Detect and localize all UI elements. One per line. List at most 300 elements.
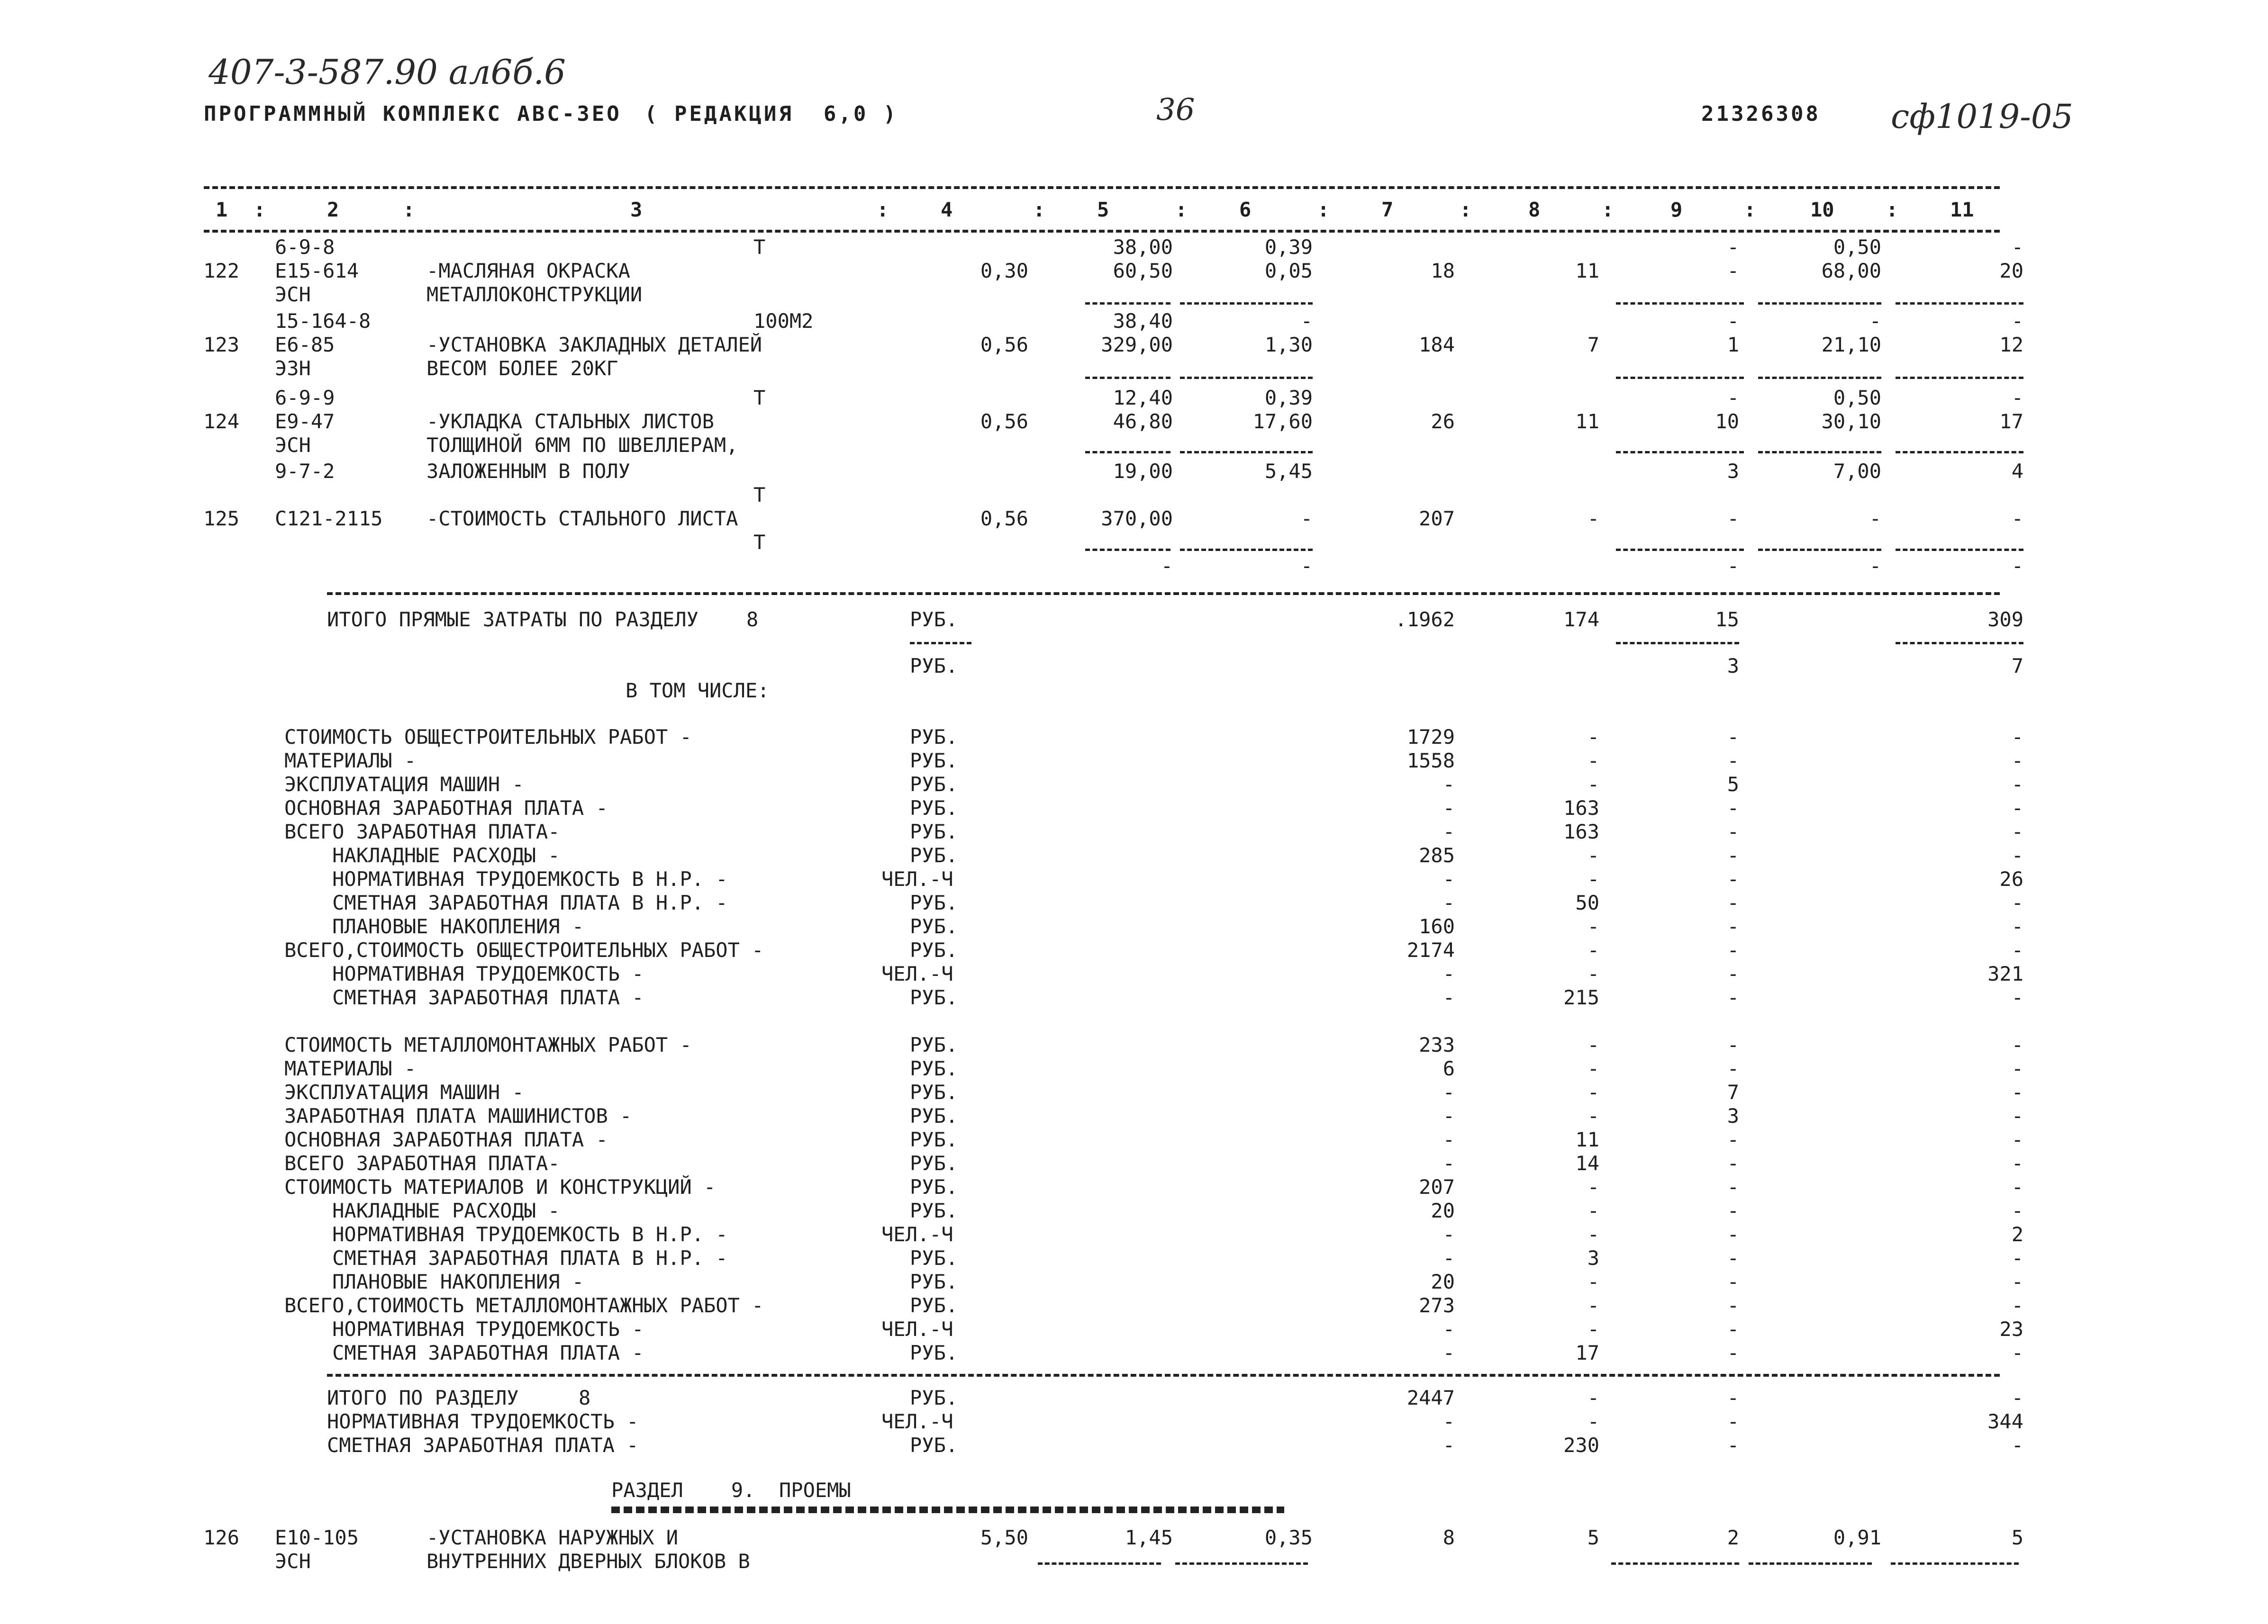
value-c9: -: [1727, 386, 1739, 409]
value-c11: 5: [2011, 1526, 2023, 1549]
value-c9: -: [1727, 1294, 1739, 1317]
value-c7: 184: [1419, 333, 1455, 356]
value-c11: -: [2011, 915, 2023, 938]
value-c8: 17: [1575, 1341, 1599, 1364]
value-c9: -: [1727, 986, 1739, 1009]
value-c8: 11: [1575, 259, 1599, 282]
unit-of-measure: РУБ.: [910, 938, 958, 962]
unit-of-measure: РУБ.: [910, 1246, 958, 1270]
unit-of-measure: РУБ.: [910, 1175, 958, 1199]
value-c8: -: [1587, 1270, 1599, 1293]
value-c5: 370,00: [1101, 507, 1173, 530]
value-c11: 321: [1987, 962, 2023, 985]
summary-row: [0, 1056, 2268, 1081]
summary-label: ОСНОВНАЯ ЗАРАБОТНАЯ ПЛАТА -: [284, 1128, 608, 1151]
work-description: ТОЛЩИНОЙ 6ММ ПО ШВЕЛЛЕРАМ,: [426, 433, 738, 457]
summary-row: [0, 1386, 2268, 1410]
summary-row: [0, 796, 2268, 821]
total-label: ИТОГО ПРЯМЫЕ ЗАТРАТЫ ПО РАЗДЕЛУ 8: [327, 608, 759, 631]
summary-label: ЗАРАБОТНАЯ ПЛАТА МАШИНИСТОВ -: [284, 1104, 632, 1128]
value-c7: 2174: [1406, 938, 1455, 962]
value-c7: -: [1442, 986, 1455, 1009]
value-c8: -: [1587, 938, 1599, 962]
value-c11: 7: [2011, 654, 2023, 677]
value-c4: 0,30: [980, 259, 1028, 282]
summary-label: ПЛАНОВЫЕ НАКОПЛЕНИЯ -: [284, 1270, 584, 1293]
value-c7: -: [1442, 1317, 1455, 1341]
unit-of-measure: РУБ.: [910, 1128, 958, 1151]
unit-of-measure: РУБ.: [910, 1152, 958, 1175]
unit-of-measure: РУБ.: [910, 986, 958, 1009]
unit-of-measure: РУБ.: [910, 1104, 958, 1128]
value-c9: -: [1727, 1199, 1739, 1222]
unit-of-measure: ЧЕЛ.-Ч: [881, 1223, 953, 1246]
value-c10: -: [1869, 309, 1881, 333]
summary-row: [0, 820, 2268, 844]
summary-label: ЭКСПЛУАТАЦИЯ МАШИН -: [284, 1081, 524, 1104]
value-c11: -: [2011, 1386, 2023, 1409]
summary-row: [0, 1270, 2268, 1294]
col-10: 10: [1810, 198, 1834, 221]
value-c9: -: [1727, 725, 1739, 749]
value-c11: 20: [1999, 259, 2023, 282]
value-c8: -: [1587, 725, 1599, 749]
value-c7: -: [1442, 1410, 1455, 1433]
value-c8: -: [1587, 915, 1599, 938]
header-bottom-rule: [204, 230, 2000, 233]
value-c11: -: [2011, 891, 2023, 914]
value-c7: 207: [1419, 1175, 1455, 1199]
value-c11: 344: [1987, 1410, 2023, 1433]
value-c8: -: [1587, 749, 1599, 772]
value-c9: -: [1727, 1341, 1739, 1364]
value-c10: 7,00: [1833, 460, 1881, 483]
value-c9: 7: [1727, 1081, 1739, 1104]
summary-label: СМЕТНАЯ ЗАРАБОТНАЯ ПЛАТА -: [284, 1341, 644, 1364]
summary-row: [0, 938, 2268, 963]
summary-row: [0, 962, 2268, 986]
value-c7: -: [1442, 891, 1455, 914]
rate-code: 6-9-8: [275, 235, 335, 259]
value-c6: 0,35: [1264, 1526, 1313, 1549]
section-total-rule: [327, 1374, 2000, 1377]
unit-of-measure: ЧЕЛ.-Ч: [881, 962, 953, 985]
value-c8: 11: [1575, 410, 1599, 433]
value-c7: 20: [1431, 1199, 1455, 1222]
work-description: МЕТАЛЛОКОНСТРУКЦИИ: [426, 283, 643, 306]
section-9-title: РАЗДЕЛ 9. ПРОЕМЫ: [611, 1479, 851, 1502]
value-c11: -: [2011, 725, 2023, 749]
value-c8: -: [1587, 1104, 1599, 1128]
value-c7: 20: [1431, 1270, 1455, 1293]
value-c8: 163: [1563, 820, 1599, 843]
value-c9: 10: [1715, 410, 1739, 433]
summary-label: ПЛАНОВЫЕ НАКОПЛЕНИЯ -: [284, 915, 584, 938]
value-c7: -: [1442, 1104, 1455, 1128]
value-c6: -: [1300, 554, 1313, 577]
value-c11: 23: [1999, 1317, 2023, 1341]
work-description: ВНУТРЕННИХ ДВЕРНЫХ БЛОКОВ В: [426, 1550, 750, 1573]
value-c7: -: [1442, 962, 1455, 985]
total-direct-row-2: [0, 654, 2268, 678]
summary-label: ЭКСПЛУАТАЦИЯ МАШИН -: [284, 773, 524, 796]
value-c11: -: [2011, 1175, 2023, 1199]
col-9: 9: [1670, 198, 1683, 221]
col-2: 2: [327, 198, 339, 221]
value-c8: -: [1587, 1033, 1599, 1056]
value-c5: 12,40: [1113, 386, 1173, 409]
value-c9: 3: [1727, 654, 1739, 677]
value-c11: -: [2011, 820, 2023, 843]
summary-label: ИТОГО ПО РАЗДЕЛУ 8: [327, 1386, 591, 1409]
summary-row: [0, 1409, 2268, 1434]
total-direct-row: [0, 607, 2268, 632]
summary-row: [0, 1433, 2268, 1458]
table-row: [0, 506, 2268, 531]
document-code: 21326308: [1701, 102, 1821, 126]
value-c7: 285: [1419, 844, 1455, 867]
col-7: 7: [1381, 198, 1394, 221]
value-c8: -: [1587, 1294, 1599, 1317]
summary-row: [0, 1317, 2268, 1342]
edition-label: ( РЕДАКЦИЯ 6,0 ): [644, 102, 898, 126]
value-c11: -: [2011, 1246, 2023, 1270]
summary-label: ВСЕГО ЗАРАБОТНАЯ ПЛАТА-: [284, 820, 560, 843]
value-c11: -: [2011, 796, 2023, 820]
table-row: [0, 1549, 2268, 1574]
value-c7: -: [1442, 1081, 1455, 1104]
value-c11: -: [2011, 986, 2023, 1009]
summary-row: [0, 1033, 2268, 1057]
summary-row: [0, 1128, 2268, 1152]
value-c11: -: [2011, 1104, 2023, 1128]
summary-label: СМЕТНАЯ ЗАРАБОТНАЯ ПЛАТА В Н.Р. -: [284, 891, 728, 914]
table-row: [0, 333, 2268, 357]
value-c6: 0,39: [1264, 235, 1313, 259]
value-c11: 309: [1987, 608, 2023, 631]
unit-of-measure: 100М2: [753, 309, 814, 333]
summary-row: [0, 1199, 2268, 1223]
value-c11: -: [2011, 1294, 2023, 1317]
unit-of-measure: ЧЕЛ.-Ч: [881, 1410, 953, 1433]
unit-of-measure: РУБ.: [910, 1199, 958, 1222]
value-c9: 2: [1727, 1526, 1739, 1549]
value-c7: 160: [1419, 915, 1455, 938]
summary-row: [0, 749, 2268, 773]
unit-of-measure: РУБ.: [910, 1270, 958, 1293]
value-c9: -: [1727, 962, 1739, 985]
value-c11: 4: [2011, 460, 2023, 483]
summary-label: МАТЕРИАЛЫ -: [284, 749, 417, 772]
rate-code: С121-2115: [275, 507, 383, 530]
value-c7: .1962: [1395, 608, 1455, 631]
rate-code: Е15-614: [275, 259, 359, 282]
col-1: 1: [216, 198, 228, 221]
summary-label: СМЕТНАЯ ЗАРАБОТНАЯ ПЛАТА -: [284, 986, 644, 1009]
value-c10: 21,10: [1821, 333, 1881, 356]
rate-code: Е9-47: [275, 410, 335, 433]
table-row: [0, 309, 2268, 334]
value-c7: 18: [1431, 259, 1455, 282]
items-end-rule: [327, 592, 2000, 595]
value-c7: 1558: [1406, 749, 1455, 772]
row-number: 122: [203, 259, 239, 282]
rate-code: 6-9-9: [275, 386, 335, 409]
value-c11: -: [2011, 386, 2023, 409]
summary-row: [0, 725, 2268, 749]
value-c9: -: [1727, 867, 1739, 891]
value-c7: -: [1442, 1152, 1455, 1175]
value-c5: 38,40: [1113, 309, 1173, 333]
unit-of-measure: РУБ.: [910, 891, 958, 914]
value-c9: -: [1727, 1175, 1739, 1199]
value-c9: -: [1727, 507, 1739, 530]
table-row: [0, 530, 2268, 555]
value-c8: 3: [1587, 1246, 1599, 1270]
table-row: [0, 483, 2268, 507]
unit-of-measure: ЧЕЛ.-Ч: [881, 867, 953, 891]
summary-label: НАКЛАДНЫЕ РАСХОДЫ -: [284, 844, 560, 867]
value-c8: -: [1587, 1081, 1599, 1104]
value-c11: 12: [1999, 333, 2023, 356]
value-c10: 68,00: [1821, 259, 1881, 282]
table-row: [0, 386, 2268, 410]
value-c9: -: [1727, 1152, 1739, 1175]
value-c7: -: [1442, 773, 1455, 796]
value-c9: 3: [1727, 460, 1739, 483]
value-c8: -: [1587, 507, 1599, 530]
page-number: 36: [1156, 92, 1195, 127]
value-c11: -: [2011, 507, 2023, 530]
value-c10: 0,91: [1833, 1526, 1881, 1549]
rate-code: Е10-105: [275, 1526, 359, 1549]
value-c8: 230: [1563, 1434, 1599, 1457]
value-c4: 0,56: [980, 333, 1028, 356]
summary-row: [0, 1151, 2268, 1176]
value-c5: 329,00: [1101, 333, 1173, 356]
value-c8: 174: [1563, 608, 1599, 631]
value-c7: -: [1442, 1246, 1455, 1270]
value-c8: -: [1587, 1410, 1599, 1433]
value-c9: -: [1727, 749, 1739, 772]
summary-row: [0, 891, 2268, 915]
value-c9: -: [1727, 259, 1739, 282]
estimate-page: 407-3-587.90 ал6б.6 36 сф1019-05 ПРОГРАММНЫЙ КОМПЛЕКС АВС-3ЕО ( РЕДАКЦИЯ 6,0 ) 21326308 1 2 3 4 5 6 7 8 9 10 11 : : : : : : : : : : 6-9-8 Т 38,00 0,39 - 0,50 - 122 Е15-614 -МАСЛЯНАЯ ОКРАСКА 0,30 60,50 0,05 18 11 - 68,00 20 ЭСН МЕТАЛЛОКОНСТРУКЦИИ 15-164-8 100М2 38,40 - - - - 123 Е6-85 -УСТАНОВКА ЗАКЛАДНЫХ ДЕТАЛЕЙ 0,56 329,00 1,30 184 7 1 21,10 12 ЭЗН ВЕСОМ БОЛЕЕ 20КГ 6-9-9 Т 12,40 0,39 - 0,50 - 124 Е9-47 -УКЛАДКА СТАЛЬНЫХ ЛИСТОВ 0,56 46,80 17,60 26 11 10 30,10 17 ЭСН ТОЛЩИНОЙ 6ММ ПО ШВЕЛЛЕРАМ, 9-7-2 ЗАЛОЖЕННЫМ В ПОЛУ 19,00 5,45 3 7,00 4 Т 125 С121-2115 -СТОИМОСТЬ СТАЛЬНОГО ЛИСТА 0,56 370,00 - 207 - - - - Т - - - - - ИТОГО ПРЯМЫЕ ЗАТРАТЫ ПО РАЗДЕЛУ 8 РУБ. .1962 174 15 309 РУБ. 3 7 В ТОМ ЧИСЛЕ: СТОИМОСТЬ ОБЩЕСТРОИТЕЛЬНЫХ РАБОТ - РУБ. 1729 - - - МАТЕРИАЛЫ - РУБ. 1558 - - - ЭКСПЛУАТАЦИЯ МАШИН - РУБ. - - 5 - ОСНОВНАЯ ЗАРАБОТНАЯ ПЛАТА - РУБ. - 163 - - ВСЕГО ЗАРАБОТНАЯ ПЛАТА- РУБ. - 163 - - НАКЛАДНЫЕ РАСХОДЫ - РУБ. 285 - - - НОРМАТИВНАЯ ТРУДОЕМКОСТЬ В Н.Р. - ЧЕЛ.-Ч - - - 26 СМЕТНАЯ ЗАРАБОТНАЯ ПЛАТА В Н.Р. - РУБ. - 50 - - ПЛАНОВЫЕ НАКОПЛЕНИЯ - РУБ. 160 - - - ВСЕГО,СТОИМОСТЬ ОБЩЕСТРОИТЕЛЬНЫХ РАБОТ - РУБ. 2174 - - - НОРМАТИВНАЯ ТРУДОЕМКОСТЬ - ЧЕЛ.-Ч - - - 321 СМЕТНАЯ ЗАРАБОТНАЯ ПЛАТА - РУБ. - 215 - - СТОИМОСТЬ МЕТАЛЛОМОНТАЖНЫХ РАБОТ - РУБ. 233 - - - МАТЕРИАЛЫ - РУБ. 6 - - - ЭКСПЛУАТАЦИЯ МАШИН - РУБ. - - 7 - ЗАРАБОТНАЯ ПЛАТА МАШИНИСТОВ - РУБ. - - 3 - ОСНОВНАЯ ЗАРАБОТНАЯ ПЛАТА - РУБ. - 11 - - ВСЕГО ЗАРАБОТНАЯ ПЛАТА- РУБ. - 14 - - СТОИМОСТЬ МАТЕРИАЛОВ И КОНСТРУКЦИЙ - РУБ. 207 - - - НАКЛАДНЫЕ РАСХОДЫ - РУБ. 20 - - - НОРМАТИВНАЯ ТРУДОЕМКОСТЬ В Н.Р. - ЧЕЛ.-Ч - - - 2 СМЕТНАЯ ЗАРАБОТНАЯ ПЛАТА В Н.Р. - РУБ. - 3 - - ПЛАНОВЫЕ НАКОПЛЕНИЯ - РУБ. 20 - - - ВСЕГО,СТОИМОСТЬ МЕТАЛЛОМОНТАЖНЫХ РАБОТ - РУБ. 273 - - - НОРМАТИВНАЯ ТРУДОЕМКОСТЬ - ЧЕЛ.-Ч - - - 23 СМЕТНАЯ ЗАРАБОТНАЯ ПЛАТА - РУБ. - 17 - - ИТОГО ПО РАЗДЕЛУ 8 РУБ. 2447 - - - НОРМАТИВНАЯ ТРУДОЕМКОСТЬ - ЧЕЛ.-Ч - - - 344 СМЕТНАЯ ЗАРАБОТНАЯ ПЛАТА - РУБ. - 230 - - РАЗДЕЛ 9. ПРОЕМЫ 126 Е10-105 -УСТАНОВКА НАРУЖНЫХ И 5,50 1,45 0,35 8 5 2 0,91 5 ЭСН ВНУТРЕННИХ ДВЕРНЫХ БЛОКОВ В: [0, 0, 2268, 1624]
value-c11: -: [2011, 1057, 2023, 1080]
value-c11: -: [2011, 554, 2023, 577]
value-c9: -: [1727, 1128, 1739, 1151]
value-c11: -: [2011, 235, 2023, 259]
value-c8: -: [1587, 962, 1599, 985]
value-c8: -: [1587, 1386, 1599, 1409]
value-c10: 0,50: [1833, 386, 1881, 409]
value-c6: 1,30: [1264, 333, 1313, 356]
value-c9: 3: [1727, 1104, 1739, 1128]
archive-stamp: сф1019-05: [1891, 97, 2073, 136]
value-c9: 15: [1715, 608, 1739, 631]
value-c11: -: [2011, 1270, 2023, 1293]
value-c6: -: [1300, 507, 1313, 530]
value-c9: 1: [1727, 333, 1739, 356]
summary-row: [0, 985, 2268, 1010]
value-c5: 19,00: [1113, 460, 1173, 483]
value-c11: -: [2011, 1152, 2023, 1175]
value-c4: 0,56: [980, 410, 1028, 433]
table-top-rule: [204, 186, 2000, 189]
value-c11: 26: [1999, 867, 2023, 891]
summary-row: [0, 772, 2268, 797]
value-c9: -: [1727, 309, 1739, 333]
table-row: [0, 1525, 2268, 1550]
value-c9: -: [1727, 1410, 1739, 1433]
value-c7: -: [1442, 867, 1455, 891]
value-c6: 5,45: [1264, 460, 1313, 483]
unit-of-measure: Т: [753, 386, 766, 409]
row-number: 126: [203, 1526, 239, 1549]
document-reference: 407-3-587.90 ал6б.6: [209, 52, 566, 92]
unit-of-measure: РУБ.: [910, 1434, 958, 1457]
value-c5: 46,80: [1113, 410, 1173, 433]
work-description: -УКЛАДКА СТАЛЬНЫХ ЛИСТОВ: [426, 410, 714, 433]
summary-label: ВСЕГО ЗАРАБОТНАЯ ПЛАТА-: [284, 1152, 560, 1175]
value-c11: -: [2011, 1199, 2023, 1222]
including-row: [0, 678, 2268, 703]
value-c9: -: [1727, 1434, 1739, 1457]
value-c8: 14: [1575, 1152, 1599, 1175]
unit-of-measure: РУБ.: [910, 1081, 958, 1104]
value-c4: 0,56: [980, 507, 1028, 530]
unit-of-measure: Т: [753, 531, 766, 554]
value-c7: 6: [1442, 1057, 1455, 1080]
unit-of-measure: РУБ.: [910, 1341, 958, 1364]
value-c5: -: [1161, 554, 1173, 577]
value-c9: -: [1727, 1270, 1739, 1293]
value-c11: -: [2011, 1033, 2023, 1056]
unit-of-measure: РУБ.: [910, 773, 958, 796]
table-row: [0, 409, 2268, 434]
value-c11: -: [2011, 1128, 2023, 1151]
value-c9: -: [1727, 844, 1739, 867]
value-c8: -: [1587, 844, 1599, 867]
summary-row: [0, 867, 2268, 892]
summary-row: [0, 843, 2268, 868]
value-c7: 273: [1419, 1294, 1455, 1317]
value-c8: -: [1587, 1057, 1599, 1080]
work-description: -УСТАНОВКА ЗАКЛАДНЫХ ДЕТАЛЕЙ: [426, 333, 762, 356]
summary-label: НАКЛАДНЫЕ РАСХОДЫ -: [284, 1199, 560, 1222]
value-c8: 11: [1575, 1128, 1599, 1151]
value-c8: -: [1587, 1317, 1599, 1341]
unit-of-measure: Т: [753, 483, 766, 506]
value-c11: -: [2011, 1341, 2023, 1364]
value-c6: 0,39: [1264, 386, 1313, 409]
rate-code: ЭСН: [275, 283, 311, 306]
value-c9: -: [1727, 796, 1739, 820]
summary-row: [0, 1080, 2268, 1105]
section-9-underline: [611, 1507, 1284, 1513]
value-c6: 17,60: [1252, 410, 1313, 433]
value-c7: 1729: [1406, 725, 1455, 749]
summary-row: [0, 1104, 2268, 1128]
summary-label: СТОИМОСТЬ МАТЕРИАЛОВ И КОНСТРУКЦИЙ -: [284, 1175, 716, 1199]
value-c7: -: [1442, 796, 1455, 820]
summary-label: ВСЕГО,СТОИМОСТЬ МЕТАЛЛОМОНТАЖНЫХ РАБОТ -: [284, 1294, 764, 1317]
value-c8: 163: [1563, 796, 1599, 820]
rate-code: ЭСН: [275, 1550, 311, 1573]
value-c9: -: [1727, 1386, 1739, 1409]
unit-of-measure: РУБ.: [910, 749, 958, 772]
summary-label: ОСНОВНАЯ ЗАРАБОТНАЯ ПЛАТА -: [284, 796, 608, 820]
value-c7: 233: [1419, 1033, 1455, 1056]
unit-of-measure: РУБ.: [910, 1033, 958, 1056]
value-c11: -: [2011, 1434, 2023, 1457]
rate-code: 9-7-2: [275, 460, 335, 483]
value-c9: -: [1727, 1246, 1739, 1270]
col-4: 4: [941, 198, 953, 221]
work-description: ВЕСОМ БОЛЕЕ 20КГ: [426, 357, 618, 380]
unit-of-measure: РУБ.: [910, 1386, 958, 1409]
table-row: [0, 554, 2268, 578]
summary-label: СТОИМОСТЬ МЕТАЛЛОМОНТАЖНЫХ РАБОТ -: [284, 1033, 692, 1056]
col-8: 8: [1528, 198, 1541, 221]
summary-label: СТОИМОСТЬ ОБЩЕСТРОИТЕЛЬНЫХ РАБОТ -: [284, 725, 692, 749]
summary-label: НОРМАТИВНАЯ ТРУДОЕМКОСТЬ В Н.Р. -: [284, 867, 728, 891]
rate-code: ЭСН: [275, 433, 311, 457]
work-description: -СТОИМОСТЬ СТАЛЬНОГО ЛИСТА: [426, 507, 738, 530]
row-number: 124: [203, 410, 239, 433]
table-row: [0, 259, 2268, 283]
table-row: [0, 459, 2268, 484]
value-c11: 2: [2011, 1223, 2023, 1246]
value-c5: 60,50: [1113, 259, 1173, 282]
unit-of-measure: ЧЕЛ.-Ч: [881, 1317, 953, 1341]
summary-label: ВСЕГО,СТОИМОСТЬ ОБЩЕСТРОИТЕЛЬНЫХ РАБОТ -: [284, 938, 764, 962]
col-6: 6: [1239, 198, 1252, 221]
summary-label: НОРМАТИВНАЯ ТРУДОЕМКОСТЬ -: [284, 1317, 644, 1341]
value-c7: 26: [1431, 410, 1455, 433]
value-c9: -: [1727, 1033, 1739, 1056]
unit-of-measure: РУБ.: [910, 820, 958, 843]
value-c9: -: [1727, 820, 1739, 843]
including-label: В ТОМ ЧИСЛЕ:: [626, 679, 770, 702]
value-c9: -: [1727, 1057, 1739, 1080]
value-c5: 38,00: [1113, 235, 1173, 259]
value-c7: -: [1442, 820, 1455, 843]
unit-of-measure: РУБ.: [910, 1294, 958, 1317]
summary-label: СМЕТНАЯ ЗАРАБОТНАЯ ПЛАТА В Н.Р. -: [284, 1246, 728, 1270]
rate-code: ЭЗН: [275, 357, 311, 380]
value-c8: -: [1587, 773, 1599, 796]
unit-of-measure: РУБ.: [910, 725, 958, 749]
value-c5: 1,45: [1125, 1526, 1173, 1549]
value-c8: -: [1587, 1223, 1599, 1246]
table-row: [0, 235, 2268, 260]
value-c7: -: [1442, 1341, 1455, 1364]
summary-row: [0, 1293, 2268, 1318]
work-description: -УСТАНОВКА НАРУЖНЫХ И: [426, 1526, 679, 1549]
value-c9: -: [1727, 915, 1739, 938]
value-c11: -: [2011, 773, 2023, 796]
value-c10: -: [1869, 554, 1881, 577]
unit-of-measure: РУБ.: [910, 844, 958, 867]
value-c11: -: [2011, 749, 2023, 772]
summary-label: СМЕТНАЯ ЗАРАБОТНАЯ ПЛАТА -: [327, 1434, 639, 1457]
table-row: [0, 433, 2268, 458]
value-c7: -: [1442, 1128, 1455, 1151]
program-title: ПРОГРАММНЫЙ КОМПЛЕКС АВС-3ЕО: [204, 102, 622, 126]
value-c7: 2447: [1406, 1386, 1455, 1409]
summary-label: НОРМАТИВНАЯ ТРУДОЕМКОСТЬ -: [284, 962, 644, 985]
